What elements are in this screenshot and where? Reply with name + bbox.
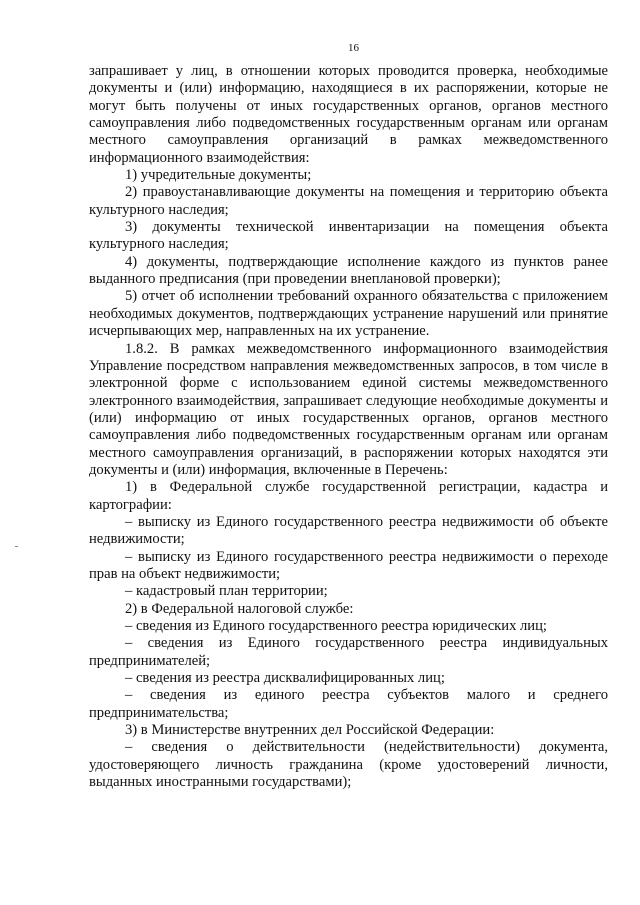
agency-2-item-2: – сведения из Единого государственного реестра индивидуальных предпринимателей;	[89, 635, 608, 669]
agency-1-item-2: – выписку из Единого государственного реестра недвижимости о переходе прав на объект недвижимости;	[89, 548, 608, 582]
list-item-1: 1) учредительные документы;	[125, 167, 312, 184]
page-number: 16	[348, 42, 359, 54]
agency-3-heading: 3) в Министерстве внутренних дел Российской Федерации:	[125, 722, 495, 739]
agency-1-heading: 1) в Федеральной службе государственной регистрации, кадастра и картографии:	[89, 479, 608, 513]
list-item-2: 2) правоустанавливающие документы на помещения и территорию объекта культурного наследия;	[89, 184, 608, 218]
agency-1-item-3: – кадастровый план территории;	[125, 583, 328, 600]
agency-3-item-1: – сведения о действительности (недействительности) документа, удостоверяющего личность гражданина (кроме удостоверений личности, выданных иностранными государствами);	[89, 739, 608, 791]
paragraph-intro: запрашивает у лиц, в отношении которых проводится проверка, необходимые документы и (или) информацию, находящиеся в их распоряжении, которые не могут быть получены от иных государственных органов, органов местного самоуправления либо подведомственных государственным органам или органам местного самоуправления организаций в рамках межведомственного информационного взаимодействия:	[89, 63, 608, 166]
list-item-4: 4) документы, подтверждающие исполнение каждого из пунктов ранее выданного предписания (при проведении внеплановой проверки);	[89, 253, 608, 288]
agency-2-item-3: – сведения из реестра дисквалифицированных лиц;	[125, 670, 445, 687]
list-item-5: 5) отчет об исполнении требований охранного обязательства с приложением необходимых документов, подтверждающих устранение нарушений или принятие исчерпывающих мер, направленных на их устранение.	[89, 288, 608, 340]
agency-2-item-4: – сведения из единого реестра субъектов малого и среднего предпринимательства;	[89, 687, 608, 721]
list-item-3: 3) документы технической инвентаризации на помещения объекта культурного наследия;	[89, 219, 608, 253]
section-1-8-2: 1.8.2. В рамках межведомственного информационного взаимодействия Управление посредством направления межведомственных запросов, в том числе в электронной форме с использованием единой системы межведомственного электронного взаимодействия, запрашивает следующие необходимые документы и (или) информацию от иных государственных органов, органов местного самоуправления либо подведомственных государственным органам или органам местного самоуправления организаций, в распоряжении которых находятся эти документы и (или) информация, включенные в Перечень:	[89, 340, 608, 478]
agency-1-item-1: – выписку из Единого государственного реестра недвижимости об объекте недвижимости;	[89, 513, 608, 548]
agency-2-heading: 2) в Федеральной налоговой службе:	[125, 600, 354, 617]
agency-2-item-1: – сведения из Единого государственного реестра юридических лиц;	[125, 618, 547, 634]
scan-artifact	[15, 546, 18, 547]
document-body	[89, 63, 608, 791]
